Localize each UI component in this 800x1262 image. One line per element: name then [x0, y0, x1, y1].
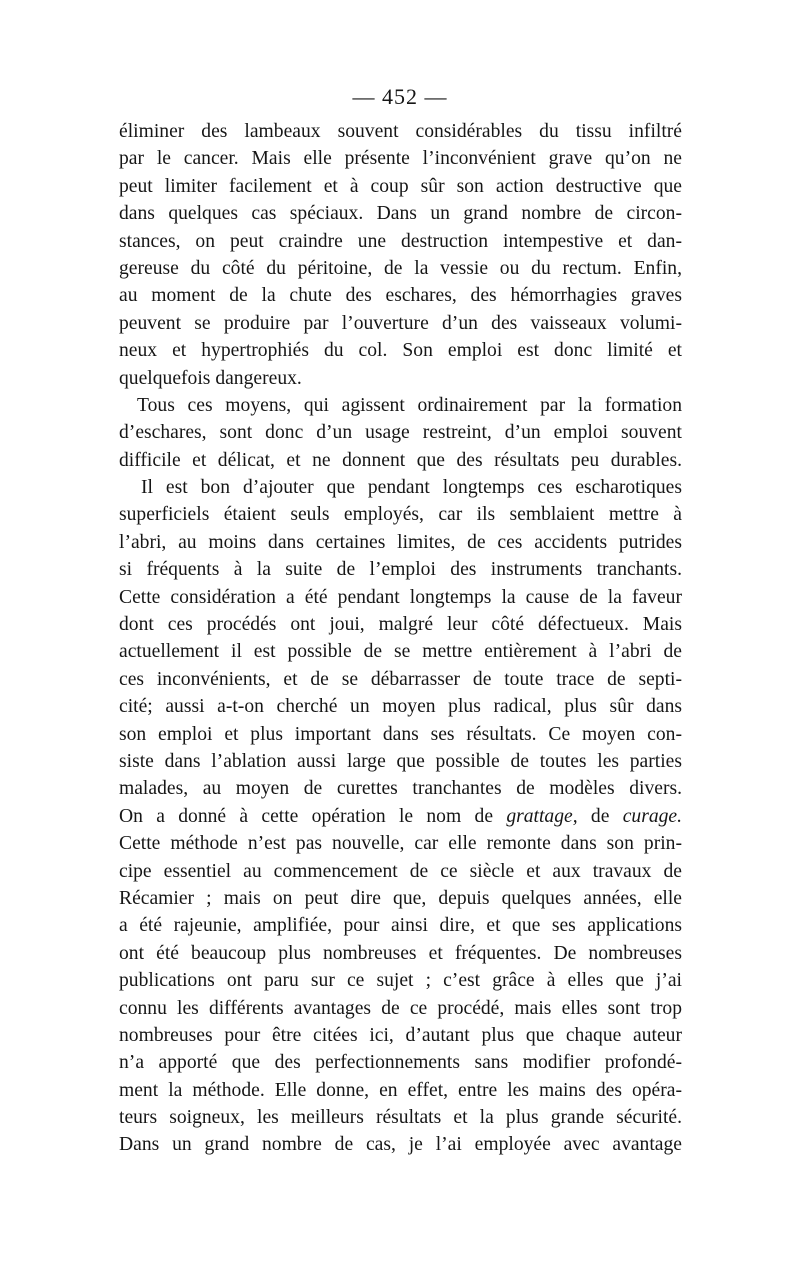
text-line: siste dans l’ablation aussi large que possible de toutes les parties: [119, 750, 682, 772]
text-line: actuellement il est possible de se mettre entièrement à l’abri de: [119, 641, 682, 663]
text-line: cipe essentiel au commencement de ce siècle et aux travaux de: [119, 860, 682, 882]
text-line: superficiels étaient seuls employés, car ils semblaient mettre à: [119, 504, 682, 526]
text-fragment: On a donné à cette opération le nom de: [119, 805, 507, 827]
text-line: publications ont paru sur ce sujet ; c’est grâce à elles que j’ai: [119, 970, 682, 992]
text-line: Récamier ; mais on peut dire que, depuis quelques années, elle: [119, 887, 682, 909]
text-line: ces inconvénients, et de se débarrasser de toute trace de septi-: [119, 668, 682, 690]
text-line: stances, on peut craindre une destruction intempestive et dan-: [119, 230, 682, 252]
text-line: si fréquents à la suite de l’emploi des instruments tranchants.: [119, 559, 682, 581]
text-line: teurs soigneux, les meilleurs résultats et la plus grande sécurité.: [119, 1107, 682, 1129]
italic-term-curage: curage.: [622, 805, 682, 827]
text-line: malades, au moyen de curettes tranchantes de modèles divers.: [119, 778, 682, 800]
text-line: peut limiter facilement et à coup sûr son action destructive que: [119, 175, 682, 197]
text-line: dans quelques cas spéciaux. Dans un grand nombre de circon-: [119, 203, 682, 225]
text-line: a été rajeunie, amplifiée, pour ainsi dire, et que ses applications: [119, 915, 682, 937]
text-line: ment la méthode. Elle donne, en effet, entre les mains des opéra-: [119, 1079, 682, 1101]
text-line: cité; aussi a-t-on cherché un moyen plus radical, plus sûr dans: [119, 696, 682, 718]
text-line-with-italics: [119, 803, 682, 830]
text-line: au moment de la chute des eschares, des hémorrhagies graves: [119, 285, 682, 307]
text-line: peuvent se produire par l’ouverture d’un des vaisseaux volumi-: [119, 312, 682, 334]
text-line: n’a apporté que des perfectionnements sans modifier profondé-: [119, 1052, 682, 1074]
text-line: son emploi et plus important dans ses résultats. Ce moyen con-: [119, 723, 682, 745]
text-line: neux et hypertrophiés du col. Son emploi est donc limité et: [119, 340, 682, 362]
text-line: d’eschares, sont donc d’un usage restreint, d’un emploi souvent: [119, 422, 682, 444]
page-number: — 452 —: [352, 84, 448, 109]
text-line: Cette considération a été pendant longtemps la cause de la faveur: [119, 586, 682, 608]
text-line: Cette méthode n’est pas nouvelle, car elle remonte dans son prin-: [119, 833, 682, 855]
text-line: Tous ces moyens, qui agissent ordinairement par la formation: [137, 394, 682, 416]
text-line: difficile et délicat, et ne donnent que des résultats peu durables.: [119, 449, 682, 471]
text-line: l’abri, au moins dans certaines limites, de ces accidents putrides: [119, 531, 682, 553]
text-line: quelquefois dangereux.: [119, 367, 302, 389]
text-line: gereuse du côté du péritoine, de la vessie ou du rectum. Enfin,: [119, 257, 682, 279]
text-line: par le cancer. Mais elle présente l’inconvénient grave qu’on ne: [119, 148, 682, 170]
text-line: nombreuses pour être citées ici, d’autant plus que chaque auteur: [119, 1024, 682, 1046]
text-line: ont été beaucoup plus nombreuses et fréquentes. De nombreuses: [119, 942, 682, 964]
text-line: Il est bon d’ajouter que pendant longtemps ces escharotiques: [141, 477, 682, 499]
text-line: connu les différents avantages de ce procédé, mais elles sont trop: [119, 997, 682, 1019]
text-line: éliminer des lambeaux souvent considérables du tissu infiltré: [119, 121, 682, 142]
text-line: Dans un grand nombre de cas, je l’ai employée avec avantage: [119, 1134, 682, 1156]
text-fragment: de: [577, 805, 623, 827]
body-text: [119, 118, 682, 1159]
text-line: dont ces procédés ont joui, malgré leur côté défectueux. Mais: [119, 614, 682, 636]
italic-term-grattage: grattage,: [506, 805, 578, 827]
